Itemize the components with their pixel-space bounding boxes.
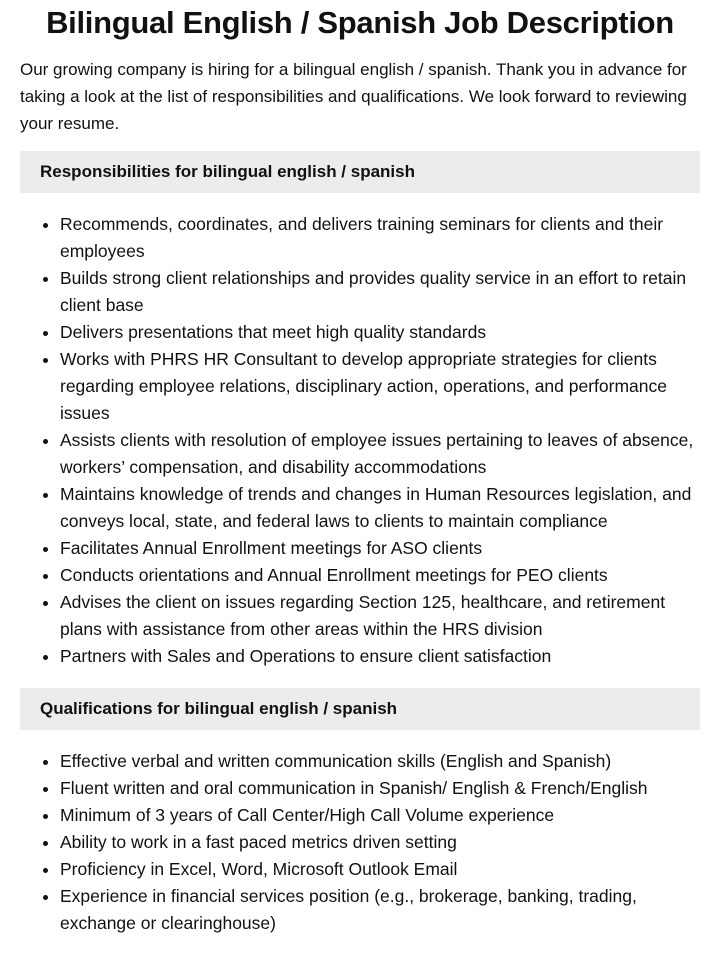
list-item: • Builds strong client relationships and provides quality service in an effort to retain client base (60, 265, 700, 319)
list-item: • Facilitates Annual Enrollment meetings for ASO clients (60, 535, 700, 562)
qualifications-list (20, 748, 700, 937)
list-item: • Experience in financial services position (e.g., brokerage, banking, trading, exchange or clearinghouse) (60, 883, 700, 937)
list-item: • Assists clients with resolution of employee issues pertaining to leaves of absence, workers’ compensation, and disability accommodations (60, 427, 700, 481)
responsibilities-list (20, 211, 700, 670)
qualifications-heading: Qualifications for bilingual english / spanish (20, 688, 700, 730)
list-item: • Effective verbal and written communication skills (English and Spanish) (60, 748, 700, 775)
list-item: • Ability to work in a fast paced metrics driven setting (60, 829, 700, 856)
list-item: • Works with PHRS HR Consultant to develop appropriate strategies for clients regarding employee relations, disciplinary action, operations, and performance issues (60, 346, 700, 427)
list-item: • Recommends, coordinates, and delivers training seminars for clients and their employees (60, 211, 700, 265)
intro-text: Our growing company is hiring for a bilingual english / spanish. Thank you in advance for taking a look at the list of responsibilities and qualifications. We look forward to reviewing your resume. (20, 60, 687, 133)
list-item: • Maintains knowledge of trends and changes in Human Resources legislation, and conveys local, state, and federal laws to clients to maintain compliance (60, 481, 700, 535)
page-title: Bilingual English / Spanish Job Description (46, 5, 674, 40)
list-item: • Partners with Sales and Operations to ensure client satisfaction (60, 643, 700, 670)
list-item: • Proficiency in Excel, Word, Microsoft Outlook Email (60, 856, 700, 883)
list-item: • Delivers presentations that meet high quality standards (60, 319, 700, 346)
responsibilities-heading: Responsibilities for bilingual english / spanish (20, 151, 700, 193)
list-item: • Fluent written and oral communication in Spanish/ English & French/English (60, 775, 700, 802)
list-item: • Conducts orientations and Annual Enrollment meetings for PEO clients (60, 562, 700, 589)
list-item: • Advises the client on issues regarding Section 125, healthcare, and retirement plans with assistance from other areas within the HRS division (60, 589, 700, 643)
list-item: • Minimum of 3 years of Call Center/High Call Volume experience (60, 802, 700, 829)
